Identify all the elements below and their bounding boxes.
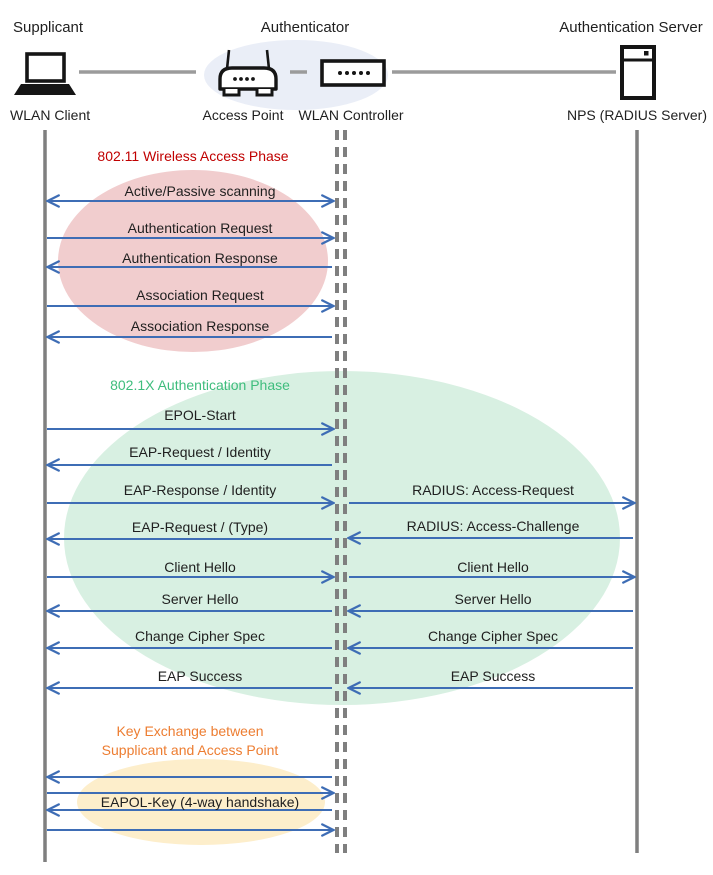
msg-eapol-key: EAPOL-Key (4-way handshake) [100,794,300,810]
msg-authentication-response: Authentication Response [122,250,278,266]
phase2-title: 802.1X Authentication Phase [110,377,290,393]
msg-radius-access-challenge: RADIUS: Access-Challenge [406,518,580,534]
msg-change-cipher-spec-right: Change Cipher Spec [428,628,558,644]
msg-eap-request-identity: EAP-Request / Identity [129,444,271,460]
msg-epol-start: EPOL-Start [164,407,236,423]
role-authentication-server: Authentication Server [559,19,703,36]
label-wlan-client: WLAN Client [10,107,91,123]
msg-eap-success-right: EAP Success [450,668,536,684]
laptop-icon [12,52,78,103]
access-point-icon [217,48,279,103]
msg-server-hello-left: Server Hello [161,591,239,607]
label-nps-radius-server: NPS (RADIUS Server) [566,107,708,123]
phase1-title: 802.11 Wireless Access Phase [97,148,289,164]
msg-client-hello-left: Client Hello [164,559,236,575]
msg-change-cipher-spec-left: Change Cipher Spec [135,628,265,644]
msg-authentication-request: Authentication Request [127,220,273,236]
msg-eap-success-left: EAP Success [157,668,243,684]
msg-server-hello-right: Server Hello [454,591,532,607]
label-wlan-controller: WLAN Controller [298,107,404,123]
phase3-title-line2: Supplicant and Access Point [101,742,279,758]
msg-eap-request-type: EAP-Request / (Type) [131,519,269,535]
msg-association-response: Association Response [130,318,270,334]
msg-eap-response-identity: EAP-Response / Identity [123,482,277,498]
msg-client-hello-right: Client Hello [457,559,529,575]
msg-association-request: Association Request [136,287,264,303]
msg-radius-access-request: RADIUS: Access-Request [412,482,574,498]
phase3-title-line1: Key Exchange between [116,723,264,739]
server-icon [619,44,657,106]
role-supplicant: Supplicant [13,19,84,36]
msg-active-passive-scanning: Active/Passive scanning [124,183,276,199]
label-access-point: Access Point [202,107,284,123]
phase3-title [45,722,335,760]
role-authenticator: Authenticator [260,19,350,36]
wlan-controller-icon [320,59,386,92]
